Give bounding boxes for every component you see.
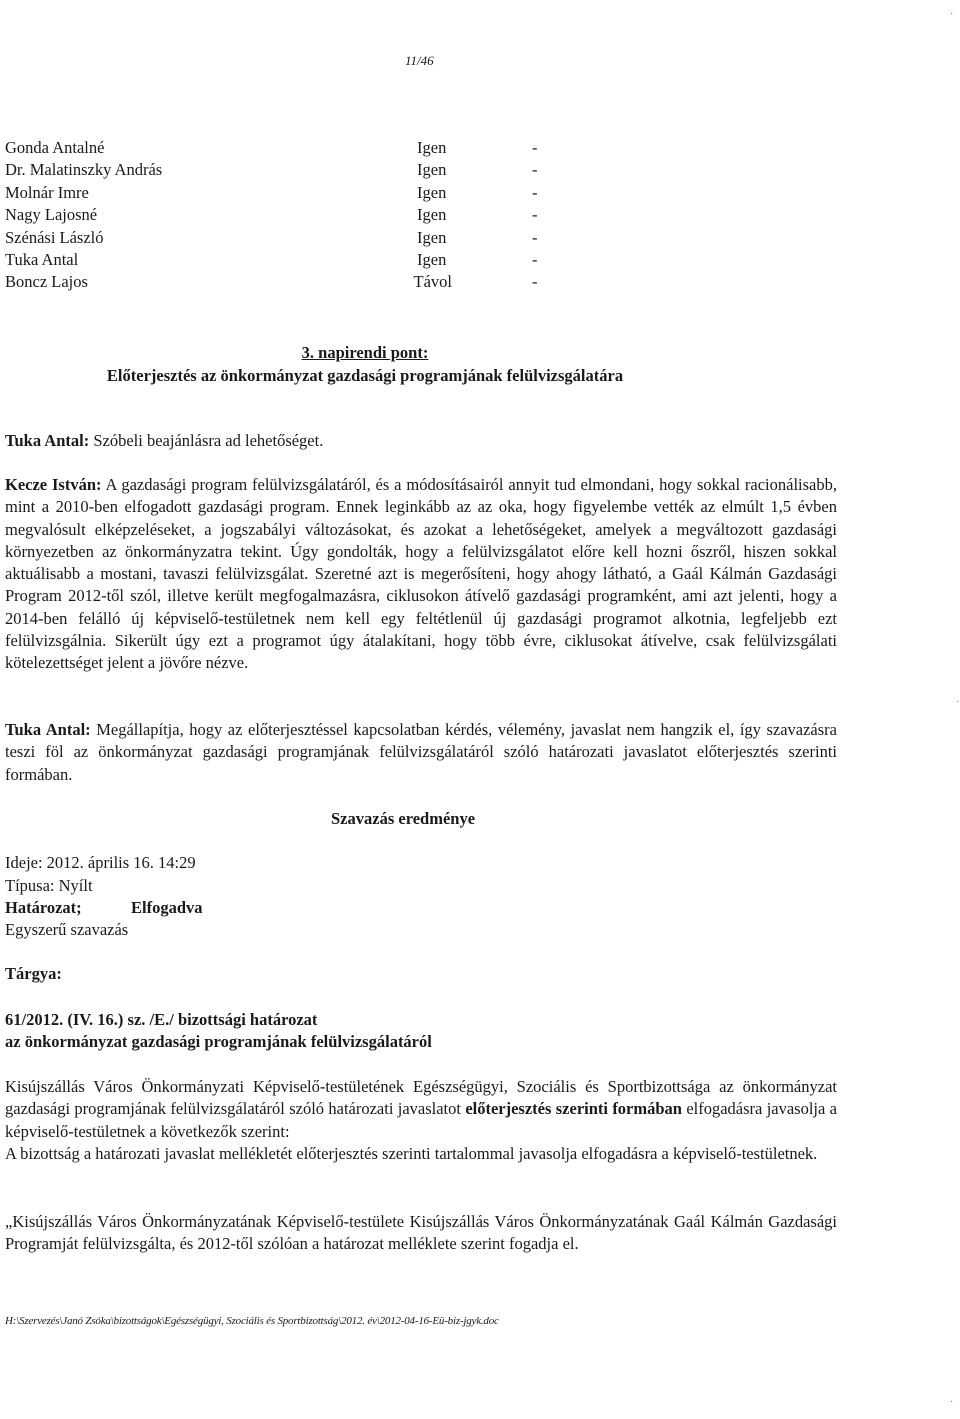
member-status: Igen xyxy=(417,138,447,157)
decision-label: Határozat; xyxy=(5,898,82,917)
member-name: Szénási László xyxy=(5,227,104,247)
scan-mark: · xyxy=(950,9,954,20)
paragraph-chair-intro xyxy=(5,430,837,452)
subject-label: Tárgya: xyxy=(5,964,62,983)
paragraph-text: Szóbeli beajánlásra ad lehetőséget. xyxy=(89,431,324,450)
agenda-item-title: 3. napirendi pont: xyxy=(301,343,429,362)
member-vote: - xyxy=(532,160,538,180)
page-number: 11/46 xyxy=(405,53,434,68)
attendance-list xyxy=(5,137,565,294)
resolution-text: elfogadásra javasolja a képviselő-testületnek a következők szerint: xyxy=(5,1099,837,1141)
member-name: Boncz Lajos xyxy=(5,272,88,292)
member-status: Igen xyxy=(417,182,447,202)
resolution-emphasis: előterjesztés szerinti formában xyxy=(465,1099,682,1119)
paragraph-chair-vote-call xyxy=(5,719,837,786)
attendance-row xyxy=(5,159,565,181)
member-name: Nagy Lajosné xyxy=(5,205,98,225)
member-status: Távol xyxy=(413,272,452,292)
agenda-item-subject: Előterjesztés az önkormányzat gazdasági programjának felülvizsgálatára xyxy=(106,366,624,385)
vote-type: Típusa: Nyílt xyxy=(5,876,93,895)
speaker-name: Tuka Antal: xyxy=(5,720,91,739)
member-status: Igen xyxy=(417,160,447,180)
resolution-quote: „Kisújszállás Város Önkormányzatának Képviselő-testülete Kisújszállás Város Önkormányzatának Gaál Kálmán Gazdasági Programját felülvizsgálta, és 2012-től szólóan a határozat melléklete szerint fogadja el. xyxy=(5,1212,837,1254)
member-name: Molnár Imre xyxy=(5,182,89,202)
paragraph-text: A gazdasági program felülvizsgálatáról, és a módosításairól annyit tud elmondani, hogy sokkal racionálisabb, mint a 2010-ben elfogadott gazdasági program. Ennek leginkább az az oka, hogy figyelembe vették az elmúlt 1,5 évben megvalósult elképzeléseket, a jogszabályi változásokat, és azokat a lehetőségeket, amelyek a megváltozott gazdasági környezetben az önkormányzatra tekint. Úgy gondolták, hogy a felülvizsgálatot előre kell hozni őszről, hiszen sokkal aktuálisabb a mostani, tavaszi felülvizsgálat. Szeretné azt is megerősíteni, hogy ahogy látható, a Gaál Kálmán Gazdasági Program 2012-től szól, illetve került megfogalmazásra, ciklusokon átívelő gazdasági programként, ami azt jelenti, hogy a 2014-ben felálló új képviselő-testületnek nem kell egy feltétlenül új gazdasági programot alkotnia, legfeljebb ezt felülvizsgálnia. Sikerült úgy ezt a programot úgy átalakítani, hogy több évre, ciklusokat átívelve, csak felülvizsgálati kötelezettséget jelent a jövőre nézve. xyxy=(5,475,837,673)
scan-mark: · xyxy=(956,697,960,708)
speaker-name: Tuka Antal: xyxy=(5,431,90,450)
member-name: Tuka Antal xyxy=(5,249,79,269)
attendance-row xyxy=(5,271,565,293)
paragraph-text: Megállapítja, hogy az előterjesztéssel kapcsolatban kérdés, vélemény, javaslat nem hangzik el, így szavazásra teszi föl az önkormányzat gazdasági programjának felülvizsgálatáról szóló határozati javaslatot előterjesztés szerinti formában. xyxy=(5,720,837,784)
member-name: Gonda Antalné xyxy=(5,138,105,157)
attendance-row xyxy=(5,182,565,204)
member-vote: - xyxy=(532,205,538,225)
member-name: Dr. Malatinszky András xyxy=(5,160,163,180)
member-vote: - xyxy=(532,182,538,202)
paragraph-kecze xyxy=(5,474,837,675)
vote-time: Ideje: 2012. április 16. 14:29 xyxy=(5,853,196,872)
member-vote: - xyxy=(532,138,538,157)
member-status: Igen xyxy=(417,205,447,225)
file-path-footer: H:\Szervezés\Janó Zsóka\bizottságok\Egészségügyi, Szociális és Sportbizottság\2012. év\2012-04-16-Eü-biz-jgyk.doc xyxy=(5,1315,499,1327)
vote-result-heading: Szavazás eredménye xyxy=(331,809,476,828)
resolution-recommendation: A bizottság a határozati javaslat mellékletét előterjesztés szerinti tartalommal javasolja elfogadásra a képviselő-testületnek. xyxy=(5,1144,818,1163)
attendance-row xyxy=(5,249,565,271)
resolution-body xyxy=(5,1076,837,1143)
resolution-number: 61/2012. (IV. 16.) sz. /E./ bizottsági határozat xyxy=(5,1010,318,1029)
attendance-row xyxy=(5,227,565,249)
member-vote: - xyxy=(532,272,538,292)
resolution-title: az önkormányzat gazdasági programjának felülvizsgálatáról xyxy=(5,1032,432,1051)
member-status: Igen xyxy=(417,249,447,269)
resolution-text: Kisújszállás Város Önkormányzati Képviselő-testületének Egészségügyi, Szociális és Sportbizottsága az önkormányzat gazdasági programjának felülvizsgálatáról szóló határozati javaslatot xyxy=(5,1077,837,1119)
member-vote: - xyxy=(532,227,538,247)
speaker-name: Kecze István: xyxy=(5,475,102,494)
decision-value: Elfogadva xyxy=(131,898,203,917)
member-status: Igen xyxy=(417,227,447,247)
attendance-row xyxy=(5,204,565,226)
vote-majority: Egyszerű szavazás xyxy=(5,920,129,939)
scan-mark: · xyxy=(950,1397,954,1408)
attendance-row xyxy=(5,137,565,159)
member-vote: - xyxy=(532,249,538,269)
